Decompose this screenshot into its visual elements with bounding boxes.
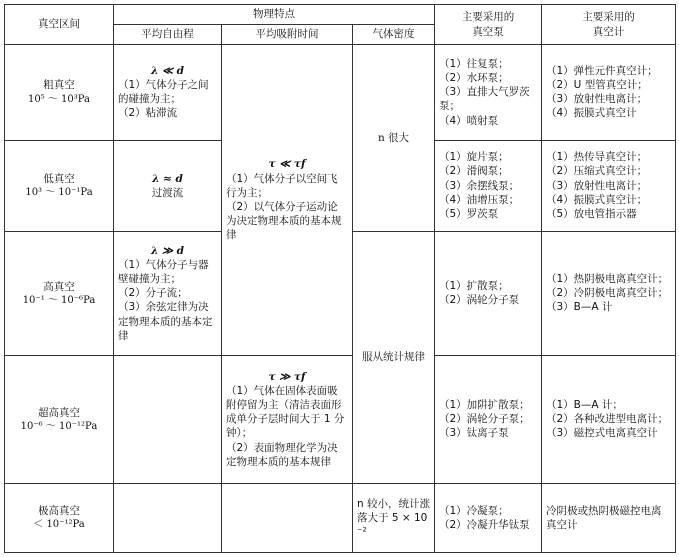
pumps-cell (435, 483, 542, 552)
range-cell (5, 483, 114, 552)
mfp-formula: λ ≫ d (150, 244, 184, 257)
range-cell (5, 355, 114, 483)
gauge-item: （2）压缩式真空计； (546, 165, 648, 178)
gauge-item: （2）冷阴极电离真空计； (546, 287, 669, 300)
mfp-line: （2）分子流； (118, 287, 188, 300)
pumps-cell (435, 45, 542, 141)
mfp-line: 过渡流 (151, 186, 184, 199)
adsorption-line: （1）气体在固体表面吸附停留为主（清洁表面形成单分子层时间大于 1 分钟）； (226, 384, 345, 440)
pumps-cell (435, 231, 542, 355)
header-pumps-line1: 主要采用的 (461, 11, 515, 24)
range-value: 10³ ～ 10⁻¹Pa (25, 187, 93, 199)
gauge-item: （3）放射性电离计； (546, 93, 648, 106)
range-name: 粗真空 (43, 79, 75, 92)
pump-item: （2）冷凝升华钛泵 (439, 518, 530, 531)
adsorption-line: （2）表面物理化学为决定物理本质的基本规律 (226, 441, 338, 468)
gas-density-statistical-cell: 服从统计规律 (353, 231, 435, 483)
header-main-gauges (542, 5, 676, 45)
table-row (5, 483, 676, 552)
mean-free-path-cell (114, 45, 222, 141)
mfp-line: （1）气体分子之间的碰撞为主； (118, 79, 209, 106)
pump-item: （4）喷射泵 (439, 114, 499, 127)
gauges-cell (542, 140, 676, 231)
gas-density-large-cell: n 很大 (353, 45, 435, 232)
gauges-cell (542, 45, 676, 141)
pump-item: （1）往复泵； (439, 57, 509, 70)
pump-item: （2）涡轮分子泵 (439, 294, 520, 307)
gauge-item: （3）B—A 计 (546, 301, 613, 314)
gauges-cell (542, 355, 676, 483)
header-vacuum-range: 真空区间 (5, 5, 114, 45)
gauge-item: （2）各种改进型电离计； (546, 413, 669, 426)
pumps-cell (435, 355, 542, 483)
gauge-item: （5）放电管指示器 (546, 207, 637, 220)
gauges-cell (542, 231, 676, 355)
range-value: 10⁻⁶ ～ 10⁻¹²Pa (20, 420, 98, 432)
gauge-item: （2）U 型管真空计； (546, 79, 648, 92)
header-gas-density: 气体密度 (353, 25, 435, 45)
mfp-line: （1）气体分子与器壁碰撞为主； (118, 258, 209, 286)
pumps-cell (435, 140, 542, 231)
mean-free-path-cell (114, 231, 222, 355)
pump-item: （1）冷凝泵； (439, 504, 509, 517)
gauge-item: （1）B—A 计； (546, 399, 623, 412)
pump-item: （1）扩散泵； (439, 280, 509, 293)
gauges-cell (542, 483, 676, 552)
header-pumps-line2: 真空泵 (472, 25, 504, 38)
pump-item: （3）钛离子泵 (439, 427, 509, 440)
range-name: 高真空 (43, 280, 75, 293)
vacuum-range-table (4, 4, 676, 553)
range-cell (5, 231, 114, 355)
pump-item: （3）余摆线泵； (439, 179, 520, 192)
range-value: 10⁻¹ ～ 10⁻⁶Pa (22, 294, 96, 306)
gauge-item: 冷阴极或热阴极磁控电离真空计 (546, 504, 662, 531)
mean-free-path-cell (114, 140, 222, 231)
range-name: 极高真空 (38, 505, 80, 518)
gauge-item: （1）热传导真空计； (546, 151, 648, 164)
mean-free-path-empty-cell (114, 483, 222, 552)
pump-item: （3）直排大气罗茨泵； (439, 86, 530, 113)
gas-density-small-cell: n 较小，统计涨落大于 5 × 10⁻² (353, 483, 435, 552)
gauge-item: （1）热阴极电离真空计； (546, 273, 669, 286)
gauge-item: （1）弹性元件真空计； (546, 64, 658, 77)
mfp-formula: λ ≪ d (150, 64, 184, 77)
pump-item: （4）油增压泵； (439, 193, 520, 206)
gauge-item: （3）磁控式电离真空计 (546, 427, 658, 440)
range-cell (5, 140, 114, 231)
range-name: 超高真空 (38, 406, 80, 419)
range-name: 低真空 (43, 172, 75, 185)
header-gauges-line1: 主要采用的 (582, 11, 635, 24)
adsorption-time-high-cell (222, 355, 353, 483)
header-physical-features: 物理特点 (114, 5, 435, 25)
mean-free-path-empty-cell (114, 355, 222, 483)
pump-item: （5）罗茨泵 (439, 207, 499, 220)
table-row (5, 45, 676, 141)
table-row (5, 355, 676, 483)
pump-item: （2）滑阀泵； (439, 165, 509, 178)
gauge-item: （3）放射性电离计； (546, 179, 648, 192)
header-mean-free-path: 平均自由程 (114, 25, 222, 45)
mfp-line: （3）余弦定律为决定物理本质的基本定律 (118, 301, 213, 342)
pump-item: （1）加阱扩散泵； (439, 399, 530, 412)
range-value: ＜ 10⁻¹²Pa (33, 519, 85, 531)
mfp-line: （2）粘滞流 (118, 107, 178, 120)
header-mean-adsorption-time: 平均吸附时间 (222, 25, 353, 45)
range-value: 10⁵ ～ 10³Pa (27, 93, 91, 105)
mfp-formula: λ ≈ d (152, 172, 183, 185)
pump-item: （1）旋片泵； (439, 151, 509, 164)
pump-item: （2）涡轮分子泵； (439, 413, 530, 426)
adsorption-time-empty-cell (222, 483, 353, 552)
gauge-item: （4）振膜式真空计； (546, 193, 648, 206)
range-cell (5, 45, 114, 141)
adsorption-formula: τ ≪ τf (268, 158, 306, 171)
pump-item: （2）水环泵； (439, 71, 509, 84)
header-main-pumps (435, 5, 542, 45)
adsorption-formula: τ ≫ τf (268, 370, 306, 383)
adsorption-line: （1）气体分子以空间飞行为主； (226, 172, 338, 199)
adsorption-time-low-cell (222, 45, 353, 356)
gauge-item: （4）振膜式真空计 (546, 107, 637, 120)
header-gauges-line2: 真空计 (592, 25, 625, 38)
adsorption-line: （2）以气体分子运动论为决定物理本质的基本规律 (226, 200, 342, 242)
